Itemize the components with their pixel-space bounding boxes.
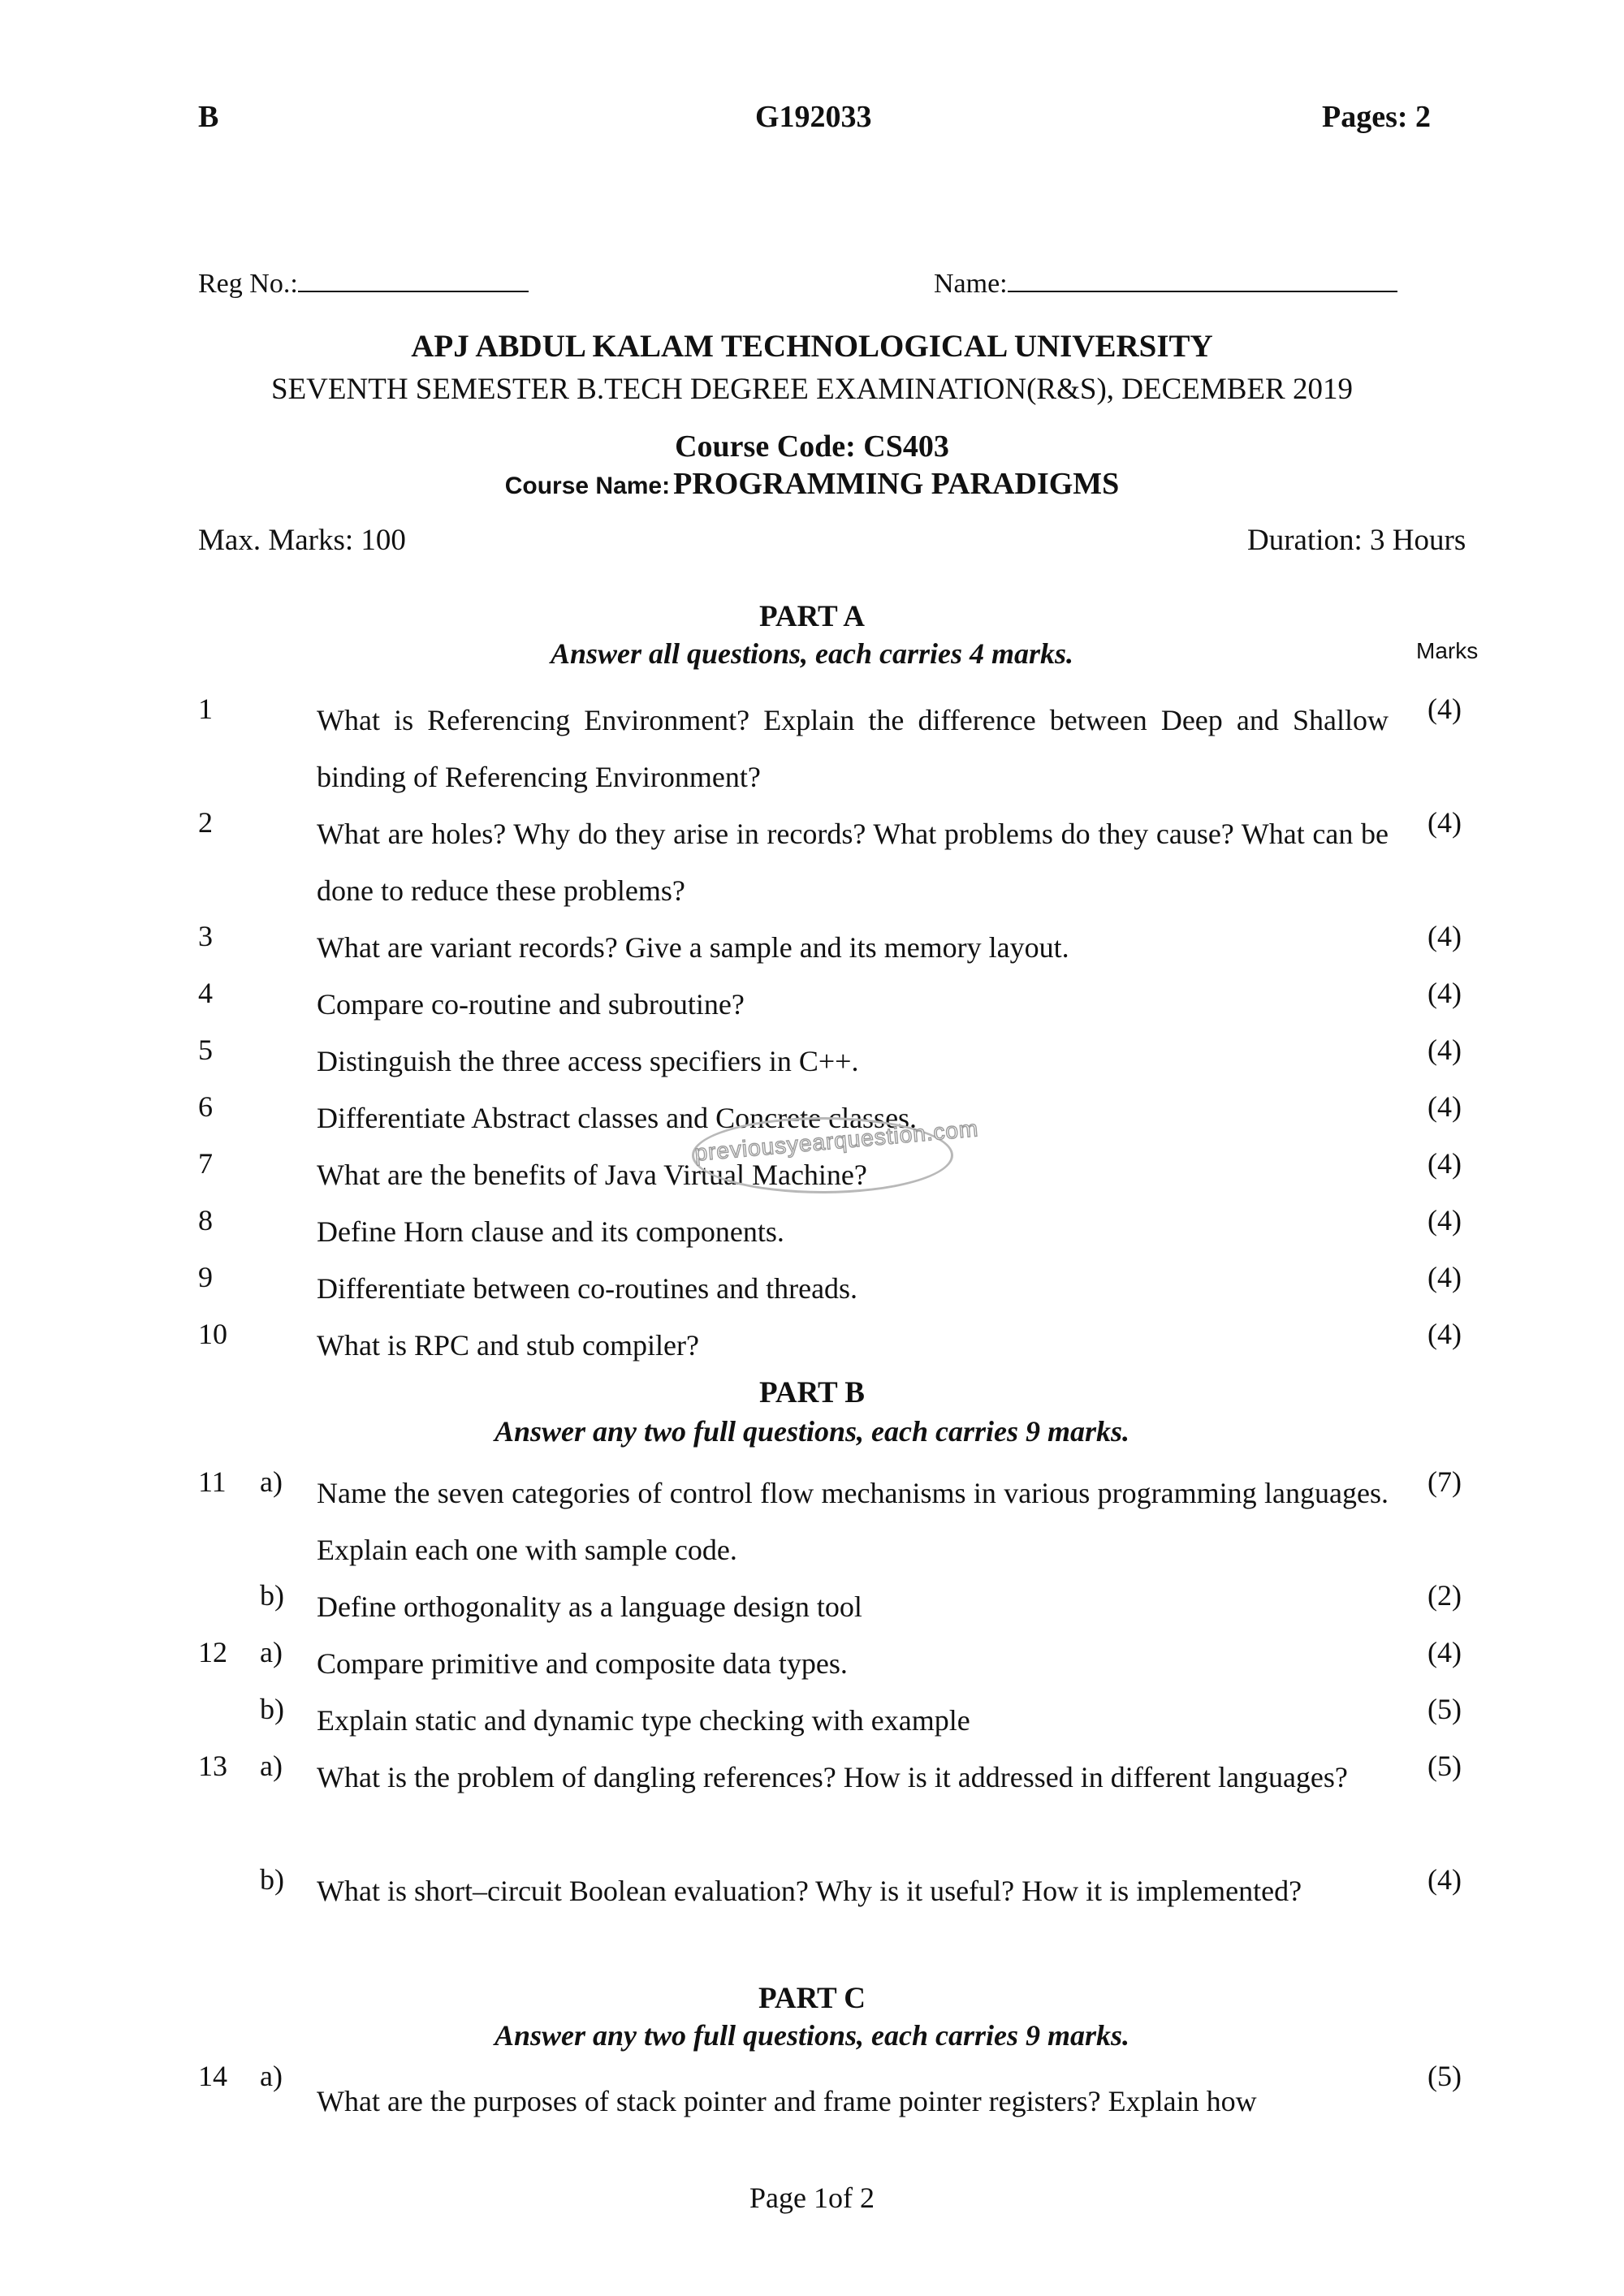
question-number: 14	[198, 2060, 227, 2092]
question-text: Differentiate Abstract classes and Concrete classes.	[317, 1102, 918, 1134]
question-marks: (5)	[1427, 1750, 1462, 1782]
question-text: What are the purposes of stack pointer and frame pointer registers? Explain how	[317, 2085, 1257, 2117]
question-text: What is short–circuit Boolean evaluation? Why is it useful? How it is implemented?	[317, 1875, 1302, 1907]
question-marks: (5)	[1427, 2060, 1462, 2092]
question-marks: (4)	[1427, 920, 1462, 952]
question-marks: (4)	[1427, 693, 1462, 725]
question-marks: (4)	[1427, 1261, 1462, 1293]
question-marks: (4)	[1427, 1147, 1462, 1180]
university-name: APJ ABDUL KALAM TECHNOLOGICAL UNIVERSITY	[411, 329, 1213, 364]
question-number: 11	[198, 1465, 227, 1498]
question-subpart: b)	[260, 1863, 284, 1896]
course-code: Course Code: CS403	[675, 429, 949, 464]
question-number: 5	[198, 1034, 213, 1066]
question-marks: (7)	[1427, 1465, 1462, 1498]
question-marks: (4)	[1427, 977, 1462, 1009]
reg-no-field	[198, 266, 529, 300]
question-number: 2	[198, 806, 213, 839]
part-c-instruction: Answer any two full questions, each carries 9 marks.	[494, 2019, 1130, 2052]
exam-title: SEVENTH SEMESTER B.TECH DEGREE EXAMINATION(R&S), DECEMBER 2019	[271, 373, 1353, 406]
duration: Duration: 3 Hours	[1247, 524, 1466, 557]
name-blank	[1008, 266, 1397, 292]
question-marks: (5)	[1427, 1693, 1462, 1725]
question-text: What is the problem of dangling references? How is it addressed in different languages?	[317, 1761, 1348, 1793]
question-number: 1	[198, 693, 213, 725]
question-text: What are variant records? Give a sample and its memory layout.	[317, 931, 1069, 964]
question-text: What is Referencing Environment? Explain the difference between Deep and Shallow binding of Referencing Environment?	[317, 704, 1389, 793]
question-text: Compare primitive and composite data types.	[317, 1647, 848, 1680]
question-subpart: a)	[260, 2060, 283, 2092]
question-number: 8	[198, 1204, 213, 1236]
name-field	[934, 266, 1397, 300]
reg-no-label: Reg No.:	[198, 269, 298, 299]
part-a-instruction: Answer all questions, each carries 4 marks.	[550, 637, 1074, 670]
question-text: Define orthogonality as a language design tool	[317, 1590, 862, 1623]
marks-heading: Marks	[1416, 638, 1479, 663]
name-label: Name:	[934, 269, 1008, 299]
question-marks: (4)	[1427, 1863, 1462, 1896]
course-name	[0, 466, 1624, 502]
question-text: Explain static and dynamic type checking with example	[317, 1704, 970, 1737]
question-text: What are the benefits of Java Virtual Machine?	[317, 1159, 867, 1191]
paper-code: G192033	[755, 100, 872, 134]
question-marks: (4)	[1427, 806, 1462, 839]
part-b-title: PART B	[759, 1376, 865, 1409]
question-text: What are holes? Why do they arise in records? What problems do they cause? What can be done to reduce these problems?	[317, 818, 1389, 907]
part-b-instruction: Answer any two full questions, each carries 9 marks.	[494, 1415, 1130, 1448]
course-name-value: PROGRAMMING PARADIGMS	[673, 467, 1120, 501]
question-number: 12	[198, 1636, 227, 1668]
part-c-title: PART C	[758, 1982, 866, 2015]
watermark-stamp	[692, 1116, 980, 1193]
max-marks: Max. Marks: 100	[198, 524, 406, 557]
question-number: 7	[198, 1147, 213, 1180]
part-a-title: PART A	[759, 600, 865, 633]
question-text: What is RPC and stub compiler?	[317, 1329, 699, 1362]
page-count: Pages: 2	[1322, 100, 1432, 134]
watermark-text: previousyearquestion.com	[693, 1116, 980, 1166]
reg-no-blank	[298, 266, 529, 292]
question-text: Distinguish the three access specifiers in C++.	[317, 1045, 859, 1077]
question-marks: (4)	[1427, 1090, 1462, 1123]
question-subpart: a)	[260, 1750, 283, 1782]
question-number: 13	[198, 1750, 227, 1782]
question-marks: (4)	[1427, 1636, 1462, 1668]
question-number: 3	[198, 920, 213, 952]
question-subpart: b)	[260, 1693, 284, 1725]
page-footer: Page 1of 2	[749, 2182, 875, 2214]
question-number: 4	[198, 977, 213, 1009]
question-marks: (4)	[1427, 1034, 1462, 1066]
question-text: Compare co-routine and subroutine?	[317, 988, 745, 1021]
question-number: 10	[198, 1318, 227, 1350]
question-marks: (2)	[1427, 1579, 1462, 1612]
question-text: Differentiate between co-routines and threads.	[317, 1272, 858, 1305]
question-subpart: a)	[260, 1465, 283, 1498]
set-code: B	[198, 100, 219, 134]
question-subpart: b)	[260, 1579, 284, 1612]
question-subpart: a)	[260, 1636, 283, 1668]
question-text: Define Horn clause and its components.	[317, 1215, 784, 1248]
question-number: 9	[198, 1261, 213, 1293]
course-name-label: Course Name:	[504, 473, 671, 499]
question-marks: (4)	[1427, 1204, 1462, 1236]
question-text: Name the seven categories of control flow mechanisms in various programming languages. Explain each one with sample code.	[317, 1477, 1389, 1566]
question-marks: (4)	[1427, 1318, 1462, 1350]
question-number: 6	[198, 1090, 213, 1123]
